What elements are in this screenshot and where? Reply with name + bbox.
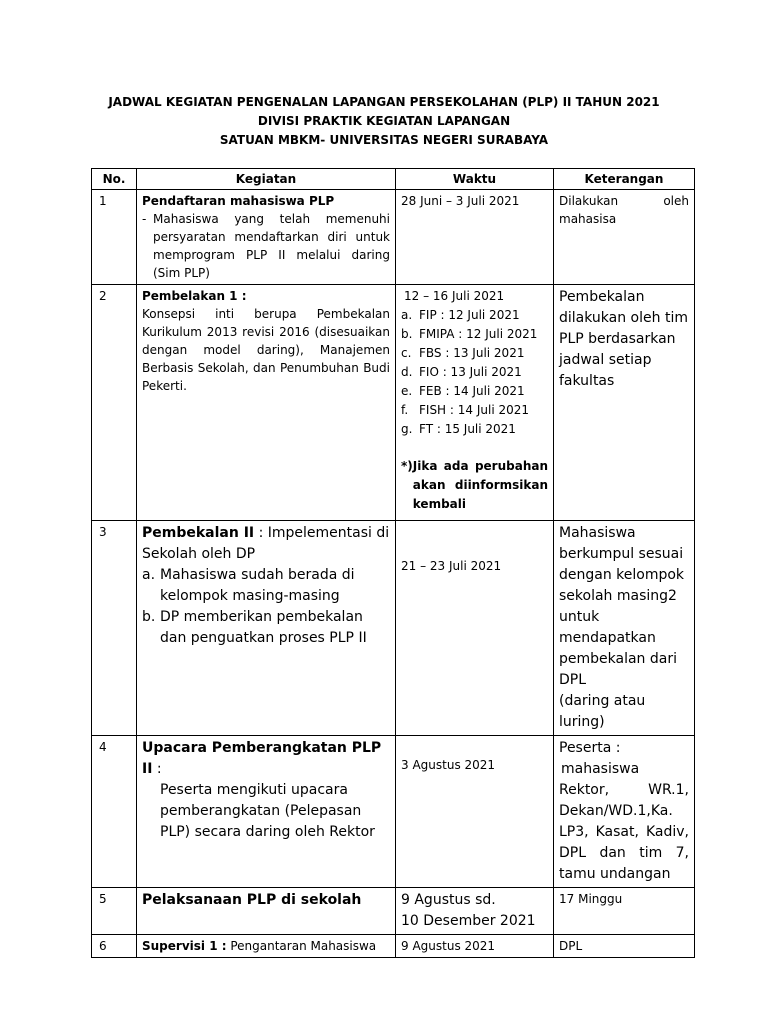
waktu-cell xyxy=(396,285,554,521)
keterangan-word: oleh xyxy=(663,194,689,208)
list-text: FIO : 13 Juli 2021 xyxy=(419,365,522,379)
list-text: FBS : 13 Juli 2021 xyxy=(419,346,525,360)
list-item xyxy=(401,420,548,439)
keterangan-cell xyxy=(554,285,695,521)
kegiatan-description: Konsepsi inti berupa Pembekalan Kurikulum 2013 revisi 2016 (disesuaikan dengan model daring), Manajemen Berbasis Sekolah, dan Penumbuhan Budi Pekerti. xyxy=(142,307,390,393)
list-text: Mahasiswa sudah berada di kelompok masing-masing xyxy=(160,567,355,604)
table-row xyxy=(92,285,695,521)
document-division: DIVISI PRAKTIK KEGIATAN LAPANGAN xyxy=(257,114,511,128)
kegiatan-title: Pendaftaran mahasiswa PLP xyxy=(142,194,335,208)
kegiatan-description: Peserta mengikuti upacara pemberangkatan (Pelepasan PLP) secara daring oleh Rektor xyxy=(160,782,375,840)
row-number: 6 xyxy=(92,935,137,958)
schedule-table xyxy=(91,168,695,958)
keterangan-cell xyxy=(554,521,695,736)
waktu-range: 12 – 16 Juli 2021 xyxy=(404,289,505,303)
table-row xyxy=(92,736,695,888)
table-row xyxy=(92,190,695,285)
kegiatan-cell xyxy=(137,190,396,285)
list-label: f. xyxy=(401,403,409,417)
column-header-keterangan: Keterangan xyxy=(554,169,695,190)
list-item xyxy=(401,344,548,363)
kegiatan-title-rest: : Impelementasi di Sekolah oleh DP xyxy=(142,525,390,562)
list-label: a. xyxy=(401,308,413,322)
document-header xyxy=(0,93,768,150)
list-label: a. xyxy=(142,567,156,583)
list-label: b. xyxy=(401,327,413,341)
row-number: 1 xyxy=(92,190,137,285)
list-text: FMIPA : 12 Juli 2021 xyxy=(419,327,538,341)
kegiatan-cell xyxy=(137,521,396,736)
keterangan-line xyxy=(559,192,689,210)
dash-marker: - xyxy=(142,212,147,226)
table-row xyxy=(92,521,695,736)
waktu-start: 9 Agustus sd. xyxy=(401,892,496,908)
list-label: b. xyxy=(142,609,156,625)
kegiatan-title: Pelaksanaan PLP di sekolah xyxy=(142,892,362,908)
keterangan-text: Pembekalan dilakukan oleh tim PLP berdasarkan jadwal setiap fakultas xyxy=(559,289,688,389)
list-text: FISH : 14 Juli 2021 xyxy=(419,403,530,417)
keterangan-text: Mahasiswa berkumpul sesuai dengan kelompok sekolah masing2 untuk mendapatkan pembekalan dari DPL xyxy=(559,525,685,688)
waktu-text: 21 – 23 Juli 2021 xyxy=(401,559,502,573)
kegiatan-heading xyxy=(142,738,390,780)
table-row xyxy=(92,888,695,935)
column-header-no: No. xyxy=(92,169,137,190)
kegiatan-description: Mahasiswa yang telah memenuhi persyaratan mendaftarkan diri untuk memprogram PLP II melalui daring (Sim PLP) xyxy=(153,212,390,280)
note-marker: *) xyxy=(401,459,413,473)
kegiatan-cell xyxy=(137,285,396,521)
change-note xyxy=(401,457,548,514)
kegiatan-title-rest: Pengantaran Mahasiswa xyxy=(226,939,377,953)
kegiatan-title: Supervisi 1 : xyxy=(142,939,227,953)
row-number: 3 xyxy=(92,521,137,736)
keterangan-cell xyxy=(554,736,695,888)
kegiatan-title: Pembekalan II xyxy=(142,525,255,541)
list-text: FEB : 14 Juli 2021 xyxy=(419,384,525,398)
table-row xyxy=(92,935,695,958)
kegiatan-item xyxy=(142,210,390,282)
keterangan-heading: Peserta : xyxy=(559,740,621,756)
keterangan-word: mahasisa xyxy=(559,212,617,226)
kegiatan-title-rest: : xyxy=(152,761,162,777)
waktu-cell xyxy=(396,521,554,736)
keterangan-word: Dilakukan xyxy=(559,194,619,208)
list-label: d. xyxy=(401,365,413,379)
document-title: JADWAL KEGIATAN PENGENALAN LAPANGAN PERSEKOLAHAN (PLP) II TAHUN 2021 xyxy=(108,95,660,109)
document-unit: SATUAN MBKM- UNIVERSITAS NEGERI SURABAYA xyxy=(219,133,549,147)
waktu-end: 10 Desember 2021 xyxy=(401,913,536,929)
faculty-schedule-list xyxy=(401,306,548,439)
kegiatan-title: Pembelakan 1 : xyxy=(142,289,247,303)
list-text: FT : 15 Juli 2021 xyxy=(419,422,516,436)
list-text: FIP : 12 Juli 2021 xyxy=(419,308,520,322)
table-header-row xyxy=(92,169,695,190)
keterangan-cell xyxy=(554,888,695,935)
waktu-text: 3 Agustus 2021 xyxy=(401,758,496,772)
keterangan-extra: (daring atau luring) xyxy=(559,693,646,730)
row-number: 5 xyxy=(92,888,137,935)
list-label: e. xyxy=(401,384,413,398)
kegiatan-title: Upacara Pemberangkatan PLP II xyxy=(142,740,382,777)
row-number: 2 xyxy=(92,285,137,521)
list-item xyxy=(401,363,548,382)
list-label: c. xyxy=(401,346,412,360)
kegiatan-list xyxy=(142,565,390,649)
note-text: Jika ada perubahan akan diinformsikan kembali xyxy=(412,459,548,511)
kegiatan-cell xyxy=(137,888,396,935)
waktu-cell xyxy=(396,888,554,935)
keterangan-cell xyxy=(554,190,695,285)
list-item xyxy=(142,607,390,649)
kegiatan-cell xyxy=(137,736,396,888)
list-item xyxy=(401,325,548,344)
waktu-cell: 9 Agustus 2021 xyxy=(396,935,554,958)
keterangan-text: 17 Minggu xyxy=(559,892,623,906)
keterangan-text: Rektor, WR.1, Dekan/WD.1,Ka. LP3, Kasat, Kadiv, DPL dan tim 7, tamu undangan xyxy=(559,782,689,882)
kegiatan-cell xyxy=(137,935,396,958)
list-text: DP memberikan pembekalan dan penguatkan proses PLP II xyxy=(160,609,367,646)
list-item xyxy=(401,306,548,325)
waktu-cell: 28 Juni – 3 Juli 2021 xyxy=(396,190,554,285)
list-item xyxy=(401,382,548,401)
waktu-cell xyxy=(396,736,554,888)
column-header-kegiatan: Kegiatan xyxy=(137,169,396,190)
kegiatan-heading xyxy=(142,523,390,565)
keterangan-sub: mahasiswa xyxy=(561,761,640,777)
list-label: g. xyxy=(401,422,413,436)
list-item xyxy=(142,565,390,607)
keterangan-cell: DPL xyxy=(554,935,695,958)
list-item xyxy=(401,401,548,420)
row-number: 4 xyxy=(92,736,137,888)
column-header-waktu: Waktu xyxy=(396,169,554,190)
